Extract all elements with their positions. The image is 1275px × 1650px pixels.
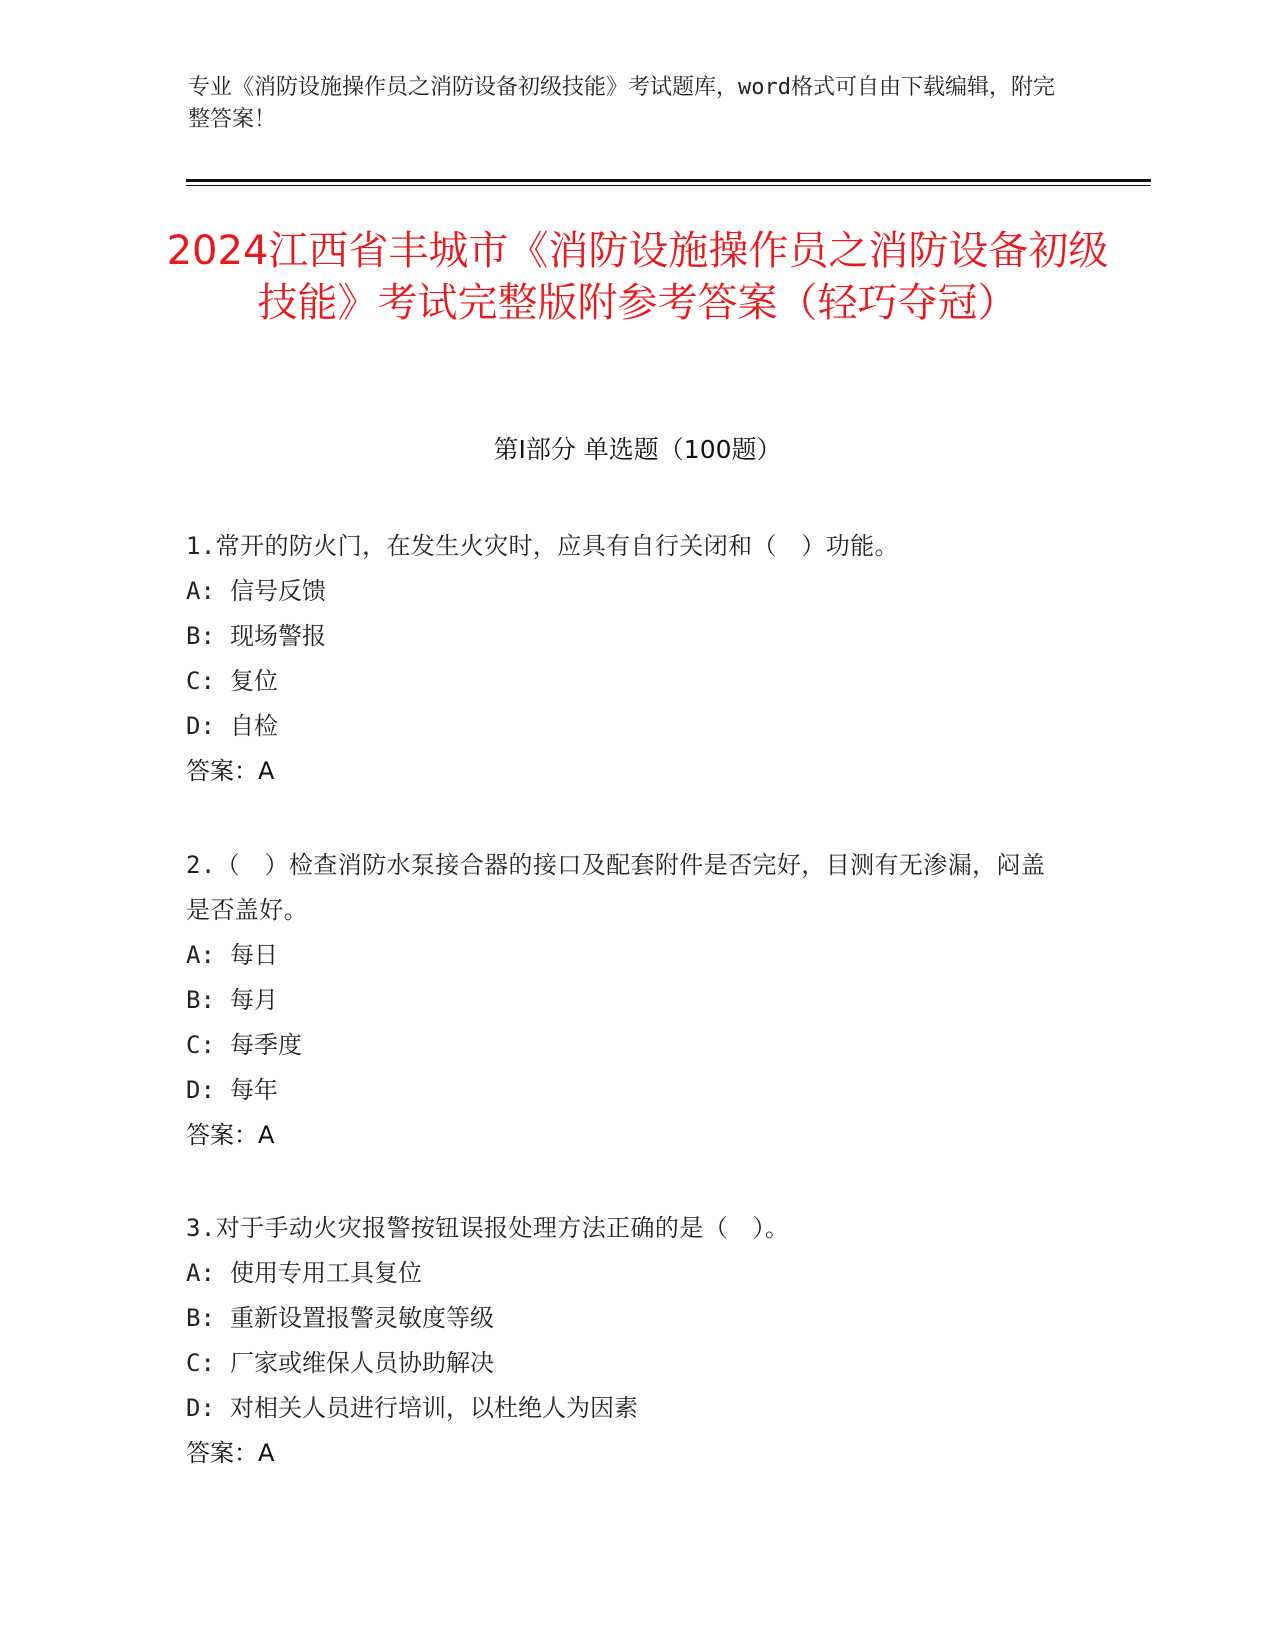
option-text: 厂家或维保人员协助解决 — [230, 1349, 494, 1377]
option-d — [186, 1386, 1066, 1431]
answer-line: 答案：A — [186, 757, 275, 785]
option-key: A: — [186, 577, 215, 605]
option-text: 每日 — [230, 941, 278, 969]
option-text: 每月 — [230, 986, 278, 1014]
section-title: 第I部分 单选题（100题） — [493, 435, 782, 464]
option-text: 现场警报 — [230, 622, 326, 650]
option-d — [186, 1068, 1066, 1113]
option-key: D: — [186, 1394, 215, 1422]
question-stem: 1.常开的防火门，在发生火灾时，应具有自行关闭和（ ）功能。 — [186, 532, 899, 560]
option-a — [186, 569, 1066, 614]
option-text: 复位 — [230, 667, 278, 695]
question-block — [186, 843, 1066, 1158]
option-text: 每季度 — [230, 1031, 302, 1059]
option-text: 每年 — [230, 1076, 278, 1104]
question-block — [186, 524, 1066, 794]
option-text: 信号反馈 — [230, 577, 326, 605]
option-a — [186, 1251, 1066, 1296]
option-text: 使用专用工具复位 — [230, 1259, 422, 1287]
option-b — [186, 978, 1066, 1023]
option-c — [186, 1341, 1066, 1386]
question-stem: 2.（ ）检查消防水泵接合器的接口及配套附件是否完好，目测有无渗漏，闷盖是否盖好。 — [186, 851, 1046, 924]
option-key: B: — [186, 986, 215, 1014]
option-key: D: — [186, 712, 215, 740]
option-text: 自检 — [230, 712, 278, 740]
header-divider-thin — [186, 185, 1151, 186]
option-text: 对相关人员进行培训，以杜绝人为因素 — [230, 1394, 638, 1422]
header-note: 专业《消防设施操作员之消防设备初级技能》考试题库，word格式可自由下载编辑，附完整答案！ — [188, 75, 1055, 132]
option-key: D: — [186, 1076, 215, 1104]
answer-line: 答案：A — [186, 1121, 275, 1149]
option-d — [186, 704, 1066, 749]
answer-line: 答案：A — [186, 1439, 275, 1467]
option-key: A: — [186, 1259, 215, 1287]
option-b — [186, 1296, 1066, 1341]
question-stem: 3.对于手动火灾报警按钮误报处理方法正确的是（ ）。 — [186, 1214, 790, 1242]
option-key: B: — [186, 1304, 215, 1332]
option-c — [186, 659, 1066, 704]
option-a — [186, 933, 1066, 978]
header-divider-thick — [186, 179, 1151, 182]
option-key: B: — [186, 622, 215, 650]
option-key: C: — [186, 667, 215, 695]
option-key: C: — [186, 1349, 215, 1377]
question-block — [186, 1206, 1066, 1476]
document-title: 2024江西省丰城市《消防设施操作员之消防设备初级技能》考试完整版附参考答案（轻巧夺冠） — [166, 228, 1109, 326]
option-key: A: — [186, 941, 215, 969]
option-c — [186, 1023, 1066, 1068]
option-key: C: — [186, 1031, 215, 1059]
option-b — [186, 614, 1066, 659]
option-text: 重新设置报警灵敏度等级 — [230, 1304, 494, 1332]
